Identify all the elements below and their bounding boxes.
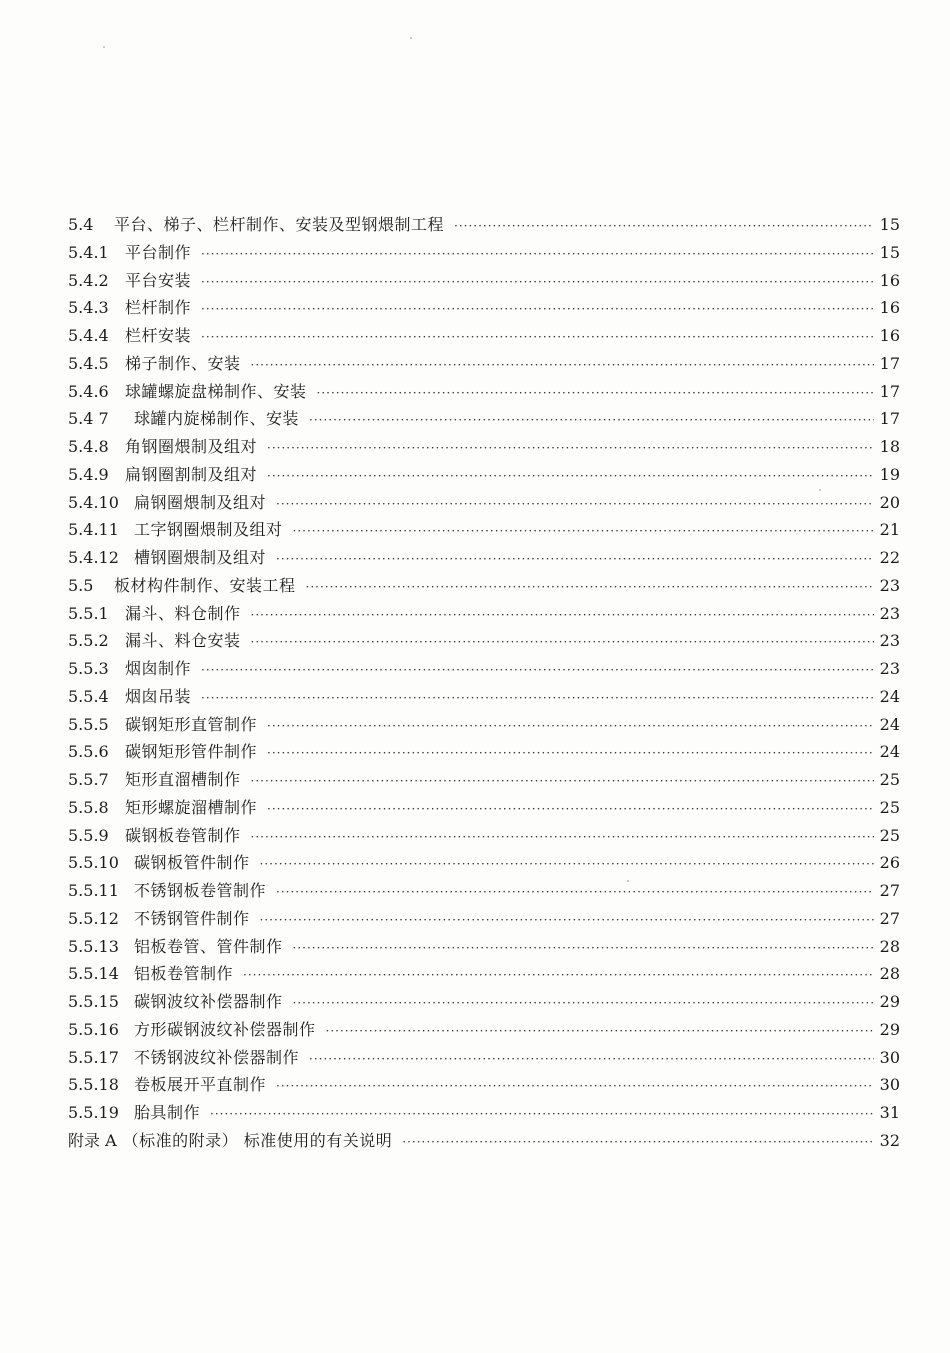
toc-entry-number: 5.4.8 xyxy=(68,437,109,456)
toc-entry xyxy=(68,960,900,988)
toc-entry-number: 5.5.4 xyxy=(68,686,109,706)
toc-entry xyxy=(68,433,900,461)
toc-entry xyxy=(68,1099,900,1127)
toc-entry-title: 栏杆安装 xyxy=(125,326,192,345)
toc-entry-title: 槽钢圈煨制及组对 xyxy=(134,548,267,567)
toc-entry xyxy=(68,988,900,1016)
toc-dot-leader xyxy=(251,602,874,630)
toc-entry-number: 5.4 xyxy=(68,215,94,234)
toc-dot-leader xyxy=(251,629,874,657)
toc-entry-number: 5.5.9 xyxy=(68,825,109,845)
toc-dot-leader xyxy=(251,824,874,852)
toc-dot-leader xyxy=(267,796,874,824)
toc-entry-page: 27 xyxy=(879,881,900,900)
toc-entry-title: 卷板展开平直制作 xyxy=(134,1075,267,1095)
toc-entry-title: 栏杆制作 xyxy=(125,298,192,318)
toc-entry-number: 5.5.15 xyxy=(68,992,119,1011)
toc-entry-number: 5.4 7 xyxy=(68,409,109,429)
toc-entry xyxy=(68,1071,900,1099)
toc-dot-leader xyxy=(276,546,874,574)
toc-entry-number: 5.4.1 xyxy=(68,242,109,262)
toc-entry xyxy=(68,905,900,933)
toc-entry-page: 23 xyxy=(879,631,900,651)
toc-entry xyxy=(68,572,900,600)
toc-entry-title: 碳钢波纹补偿器制作 xyxy=(134,992,283,1011)
toc-dot-leader xyxy=(201,296,874,324)
toc-entry-title: 铝板卷管、管件制作 xyxy=(134,936,283,956)
toc-entry-page: 17 xyxy=(879,381,900,401)
toc-entry-number: 5.5 xyxy=(68,575,94,595)
toc-dot-leader xyxy=(276,1073,874,1101)
toc-entry xyxy=(68,1044,900,1072)
toc-dot-leader xyxy=(326,1018,874,1046)
toc-entry-page: 17 xyxy=(879,353,900,373)
toc-entry-number: 5.4.10 xyxy=(68,492,119,512)
toc-dot-leader xyxy=(201,324,874,352)
toc-entry-page: 16 xyxy=(879,298,900,318)
toc-entry-title: 矩形直溜槽制作 xyxy=(125,770,241,789)
toc-entry-page: 29 xyxy=(879,992,900,1011)
toc-dot-leader xyxy=(243,962,874,990)
toc-entry-page: 24 xyxy=(879,742,900,762)
toc-entry-number: 5.5.6 xyxy=(68,742,109,762)
toc-dot-leader xyxy=(293,990,874,1018)
toc-dot-leader xyxy=(309,1046,874,1074)
toc-entry-title: 球罐内旋梯制作、安装 xyxy=(134,409,300,429)
toc-dot-leader xyxy=(267,740,874,768)
toc-entry-page: 16 xyxy=(879,326,900,345)
toc-entry-page: 19 xyxy=(879,464,900,484)
toc-entry xyxy=(68,600,900,628)
toc-entry-number: 5.4.11 xyxy=(68,520,119,540)
toc-entry-page: 26 xyxy=(879,853,900,873)
toc-entry xyxy=(68,489,900,517)
toc-entry-title: 碳钢矩形管件制作 xyxy=(125,742,258,762)
toc-entry xyxy=(68,267,900,295)
toc-dot-leader xyxy=(454,213,874,241)
scan-speck xyxy=(410,37,412,39)
toc-entry-title: 胎具制作 xyxy=(134,1103,201,1122)
toc-dot-leader xyxy=(201,269,874,297)
toc-dot-leader xyxy=(317,380,874,408)
toc-entry-page: 23 xyxy=(879,603,900,623)
toc-dot-leader xyxy=(267,463,874,491)
toc-entry-page: 18 xyxy=(879,437,900,456)
toc-entry-page: 25 xyxy=(879,825,900,845)
toc-entry-page: 23 xyxy=(879,575,900,595)
toc-entry-number: 5.5.10 xyxy=(68,853,119,873)
toc-entry-page: 32 xyxy=(879,1130,900,1150)
toc-entry xyxy=(68,516,900,544)
toc-dot-leader xyxy=(260,851,874,879)
toc-entry-number: 5.4.12 xyxy=(68,548,119,567)
toc-entry-title: 板材构件制作、安装工程 xyxy=(114,575,296,595)
toc-dot-leader xyxy=(309,407,874,435)
toc-entry-title: 碳钢矩形直管制作 xyxy=(125,714,258,734)
toc-dot-leader xyxy=(201,685,874,713)
toc-entry-page: 30 xyxy=(879,1075,900,1095)
toc-entry-number: 附录 A xyxy=(68,1130,117,1150)
toc-entry-title: 平台、梯子、栏杆制作、安装及型钢煨制工程 xyxy=(114,215,445,234)
toc-entry-page: 16 xyxy=(879,270,900,290)
toc-dot-leader xyxy=(402,1129,874,1157)
toc-entry-number: 5.4.4 xyxy=(68,326,109,345)
toc-dot-leader xyxy=(267,713,874,741)
toc-entry-number: 5.5.14 xyxy=(68,964,119,984)
toc-entry xyxy=(68,405,900,433)
toc-entry xyxy=(68,211,900,239)
toc-entry xyxy=(68,738,900,766)
toc-dot-leader xyxy=(293,935,874,963)
toc-entry-page: 25 xyxy=(879,770,900,789)
toc-entry xyxy=(68,1127,900,1155)
toc-entry-page: 24 xyxy=(879,714,900,734)
toc-entry-page: 24 xyxy=(879,686,900,706)
toc-entry-title: 扁钢圈煨制及组对 xyxy=(134,492,267,512)
toc-entry xyxy=(68,849,900,877)
toc-entry xyxy=(68,877,900,905)
toc-dot-leader xyxy=(276,879,874,907)
toc-entry-number: 5.5.12 xyxy=(68,908,119,928)
toc-entry-page: 25 xyxy=(879,797,900,817)
toc-entry-page: 29 xyxy=(879,1019,900,1039)
scan-speck xyxy=(103,46,105,48)
toc-entry-title: 碳钢板管件制作 xyxy=(134,853,250,873)
toc-entry-number: 5.5.7 xyxy=(68,770,109,789)
toc-entry-title: 漏斗、料仓安装 xyxy=(125,631,241,651)
toc-entry-title: 铝板卷管制作 xyxy=(134,964,234,984)
toc-entry xyxy=(68,822,900,850)
toc-entry-number: 5.5.19 xyxy=(68,1103,119,1122)
toc-dot-leader xyxy=(276,491,874,519)
toc-entry-title: 梯子制作、安装 xyxy=(125,353,241,373)
toc-entry xyxy=(68,766,900,794)
toc-entry xyxy=(68,461,900,489)
toc-entry-number: 5.5.17 xyxy=(68,1047,119,1067)
toc-entry-page: 22 xyxy=(879,548,900,567)
toc-entry xyxy=(68,627,900,655)
toc-entry-title: 不锈钢波纹补偿器制作 xyxy=(134,1047,300,1067)
toc-entry-page: 30 xyxy=(879,1047,900,1067)
toc-entry-number: 5.4.5 xyxy=(68,353,109,373)
toc-dot-leader xyxy=(251,352,874,380)
toc-entry-title: 烟囱吊装 xyxy=(125,686,192,706)
toc-entry-page: 15 xyxy=(879,215,900,234)
toc-entry-number: 5.5.8 xyxy=(68,797,109,817)
toc-entry-page: 28 xyxy=(879,936,900,956)
toc-entry-title: 矩形螺旋溜槽制作 xyxy=(125,797,258,817)
toc-entry-number: 5.4.3 xyxy=(68,298,109,318)
toc-entry-page: 27 xyxy=(879,908,900,928)
toc-entry xyxy=(68,683,900,711)
toc-dot-leader xyxy=(201,241,874,269)
toc-entry-title: 球罐螺旋盘梯制作、安装 xyxy=(125,381,307,401)
toc-entry-page: 20 xyxy=(879,492,900,512)
toc-entry-number: 5.4.2 xyxy=(68,270,109,290)
toc-entry-title: 漏斗、料仓制作 xyxy=(125,603,241,623)
toc-entry-title: 方形碳钢波纹补偿器制作 xyxy=(134,1019,316,1039)
toc-entry-page: 23 xyxy=(879,659,900,678)
toc-entry-number: 5.5.13 xyxy=(68,936,119,956)
toc-entry xyxy=(68,655,900,683)
toc-entry-title: 不锈钢管件制作 xyxy=(134,908,250,928)
toc-entry xyxy=(68,350,900,378)
toc-entry-page: 17 xyxy=(879,409,900,429)
toc-entry-number: 5.5.11 xyxy=(68,881,119,900)
toc-entry xyxy=(68,794,900,822)
toc-entry-title: 扁钢圈割制及组对 xyxy=(125,464,258,484)
toc-entry xyxy=(68,378,900,406)
toc-entry-title: 工字钢圈煨制及组对 xyxy=(134,520,283,540)
toc-entry-number: 5.5.3 xyxy=(68,659,109,678)
toc-entry-page: 28 xyxy=(879,964,900,984)
toc-entry-number: 5.5.2 xyxy=(68,631,109,651)
toc-entry xyxy=(68,239,900,267)
toc-entry-page: 31 xyxy=(879,1103,900,1122)
toc-dot-leader xyxy=(210,1101,874,1129)
toc-entry xyxy=(68,1016,900,1044)
toc-dot-leader xyxy=(260,907,874,935)
toc-dot-leader xyxy=(293,518,874,546)
toc-entry-title: 烟囱制作 xyxy=(125,659,192,678)
toc-entry-number: 5.5.5 xyxy=(68,714,109,734)
toc-entry-page: 15 xyxy=(879,242,900,262)
toc-entry-number: 5.4.9 xyxy=(68,464,109,484)
toc-entry-title: 不锈钢板卷管制作 xyxy=(134,881,267,900)
toc-dot-leader xyxy=(267,435,874,463)
toc-entry-title: 碳钢板卷管制作 xyxy=(125,825,241,845)
toc-entry-title: 平台制作 xyxy=(125,242,192,262)
toc-dot-leader xyxy=(306,574,874,602)
toc-dot-leader xyxy=(251,768,874,796)
toc-entry-title: （标准的附录） 标准使用的有关说明 xyxy=(122,1130,393,1150)
toc-entry-number: 5.5.16 xyxy=(68,1019,119,1039)
toc-dot-leader xyxy=(201,657,874,685)
toc-entry-number: 5.5.18 xyxy=(68,1075,119,1095)
toc-entry-title: 平台安装 xyxy=(125,270,192,290)
toc-entry-page: 21 xyxy=(879,520,900,540)
toc-entry xyxy=(68,544,900,572)
toc-entry-number: 5.4.6 xyxy=(68,381,109,401)
toc-entry-title: 角钢圈煨制及组对 xyxy=(125,437,258,456)
toc-entry xyxy=(68,711,900,739)
toc-entry-number: 5.5.1 xyxy=(68,603,109,623)
toc-entry xyxy=(68,294,900,322)
toc-entry xyxy=(68,322,900,350)
toc-entry xyxy=(68,933,900,961)
table-of-contents xyxy=(68,211,900,1155)
